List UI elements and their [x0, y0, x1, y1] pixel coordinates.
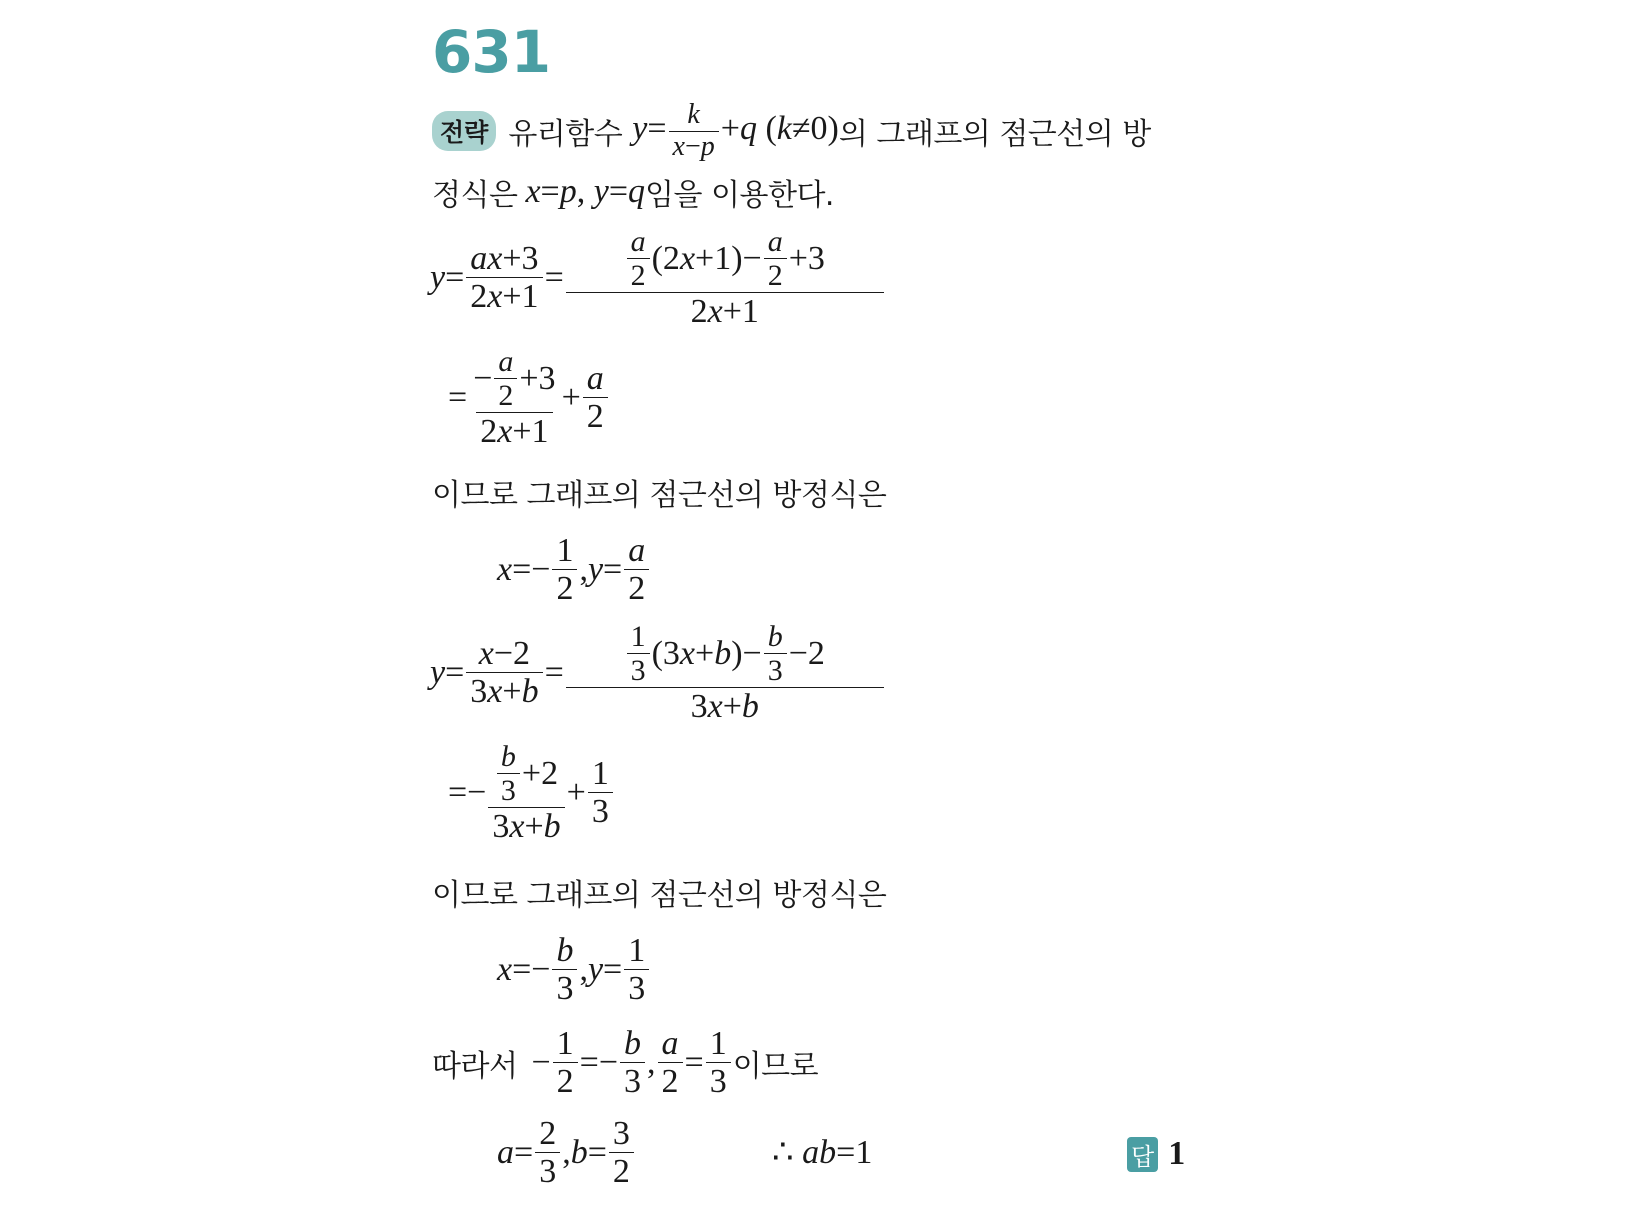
equation-1: y = $\frac{ax+3}{2x+1}$ = $\frac{a}{2}$ (2 x +1)− $\frac{a}{2}$ +3 2x+1: [430, 225, 886, 330]
therefore-prefix: 따라서: [432, 1048, 518, 1084]
equation-3: y = $\frac{x-2}{3x+b}$ = $\frac{1}{3}$ (3 x + b )− $\frac{b}{3}$ −2 3x+b: [430, 620, 886, 725]
strategy-line2-suffix: 임을 이용한다.: [645, 178, 834, 213]
asymptote-result-2: x =− $\frac{b}{3}$ , y = $\frac{1}{3}$: [497, 932, 651, 1008]
asymptote-formula: x=p, y=q: [525, 173, 646, 210]
therefore-equations: − $\frac{1}{2}$ =− $\frac{b}{3}$ , $\frac{a}{2}$ = $\frac{1}{3}$: [531, 1025, 732, 1101]
equation-2: = − $\frac{a}{2}$ +3 2x+1 + $\frac{a}{2}$: [448, 345, 610, 450]
asymptote-sentence-2: 이므로 그래프의 점근선의 방정식은: [432, 878, 887, 913]
strategy-line-2: [432, 170, 834, 214]
asymptote-result-1: x =− $\frac{1}{2}$ , y = $\frac{a}{2}$: [497, 532, 651, 608]
strategy-line2-prefix: 정식은: [432, 178, 518, 213]
answer-badge: 답: [1127, 1137, 1158, 1172]
answer-value: 1: [1168, 1135, 1186, 1172]
strategy-line-1: [432, 100, 1151, 163]
strategy-text-suffix: 의 그래프의 점근선의 방: [838, 117, 1151, 153]
therefore-line: [432, 1025, 818, 1101]
asymptote-sentence-1: 이므로 그래프의 점근선의 방정식은: [432, 478, 887, 513]
final-product: ∴ ab=1: [772, 1134, 873, 1171]
final-values: a = $\frac{2}{3}$ , b = $\frac{3}{2}$: [497, 1115, 636, 1191]
strategy-badge: 전략: [432, 111, 496, 151]
answer: [1127, 1135, 1185, 1173]
problem-number: 631: [432, 18, 551, 86]
strategy-text-prefix: 유리함수: [508, 117, 623, 153]
therefore-suffix: 이므로: [732, 1048, 819, 1084]
equation-4: =− $\frac{b}{3}$ +2 3x+b + $\frac{1}{3}$: [448, 740, 615, 845]
strategy-formula: y= $\frac{k}{x-p}$ +q (k≠0): [632, 99, 839, 162]
